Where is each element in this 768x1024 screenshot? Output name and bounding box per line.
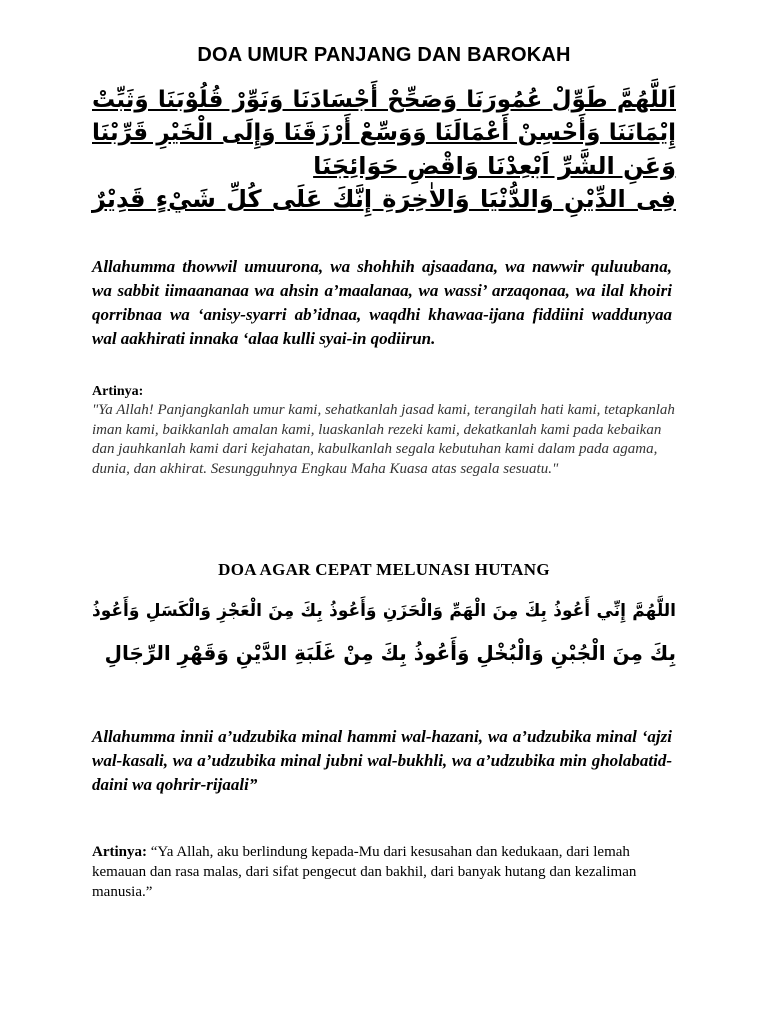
section1-arabic-prayer xyxy=(92,84,676,216)
section1-artinya-label: Artinya: xyxy=(92,384,144,399)
section1-transliteration: Allahumma thowwil umuurona, wa shohhih ajsaadana, wa nawwir quluubana, wa sabbit iimaananaa wa ahsin a’maalanaa, wa wassi’ arzaqonaa, wa ilal khoiri qorribnaa wa ‘anisy-syarri ab’idnaa, waqdhi khawaa-ijana fiddiini waddunyaa wal aakhirati innaka ‘alaa kulli syai-in qodiirun. xyxy=(92,257,672,348)
section2-artinya xyxy=(92,842,682,902)
section1-arabic-line: فِى الدِّيْنِ وَالدُّنْيَا وَالاٰخِرَةِ إِنَّكَ عَلَى كُلِّ شَيْءٍ قَدِيْرٌ xyxy=(92,185,676,213)
section1-artinya-text: "Ya Allah! Panjangkanlah umur kami, sehatkanlah jasad kami, terangilah hati kami, tetapkanlah iman kami, baikkanlah amalan kami, luaskanlah rezeki kami, dekatkanlah kami pada kebaikan dan jauhkanlah kami dari kejahatan, kabulkanlah segala kebutuhan kami dalam pada agama, dunia, dan akhirat. Sesungguhnya Engkau Maha Kuasa atas segala sesuatu." xyxy=(92,402,675,477)
section1-title: DOA UMUR PANJANG DAN BAROKAH xyxy=(197,44,571,66)
section2-title: DOA AGAR CEPAT MELUNASI HUTANG xyxy=(218,560,550,579)
section2-arabic-line: اللَّهُمَّ إِنِّي أَعُوذُ بِكَ مِنَ الْهَمِّ وَالْحَزَنِ وَأَعُوذُ بِكَ مِنَ الْعَجْزِ وَالْكَسَلِ وَأَعُوذُ xyxy=(92,601,676,621)
section2-transliteration: Allahumma innii a’udzubika minal hammi wal-hazani, wa a’udzubika minal ‘ajzi wal-kasali, wa a’udzubika minal jubni wal-bukhli, wa a’udzubika min gholabatid-daini wa qohrir-rijaali” xyxy=(92,727,672,794)
section2-artinya-label: Artinya: xyxy=(92,844,147,860)
section2-arabic-line: بِكَ مِنَ الْجُبْنِ وَالْبُخْلِ وَأَعُوذُ بِكَ مِنْ غَلَبَةِ الدَّيْنِ وَقَهْرِ الرِّجَالِ xyxy=(104,641,676,665)
section2-artinya-text: “Ya Allah, aku berlindung kepada-Mu dari kesusahan dan kedukaan, dari lemah kemauan dan rasa malas, dari sifat pengecut dan bakhil, dari banyak hutang dan kezaliman manusia.” xyxy=(92,844,637,900)
section1-arabic-line: وَعَنِ الشَّرِّ اَبْعِدْنَا وَاقْضِ حَوَائِجَنَا xyxy=(313,152,676,180)
section2-arabic-prayer xyxy=(92,590,676,674)
section1-arabic-line: اَللَّهُمَّ طَوِّلْ عُمُورَنَا وَصَحِّحْ أَجْسَادَنَا وَنَوِّرْ قُلُوْبَنَا وَثَبِّتْ xyxy=(92,87,676,113)
section1-arabic-line: إِيْمَانَنَا وَأَحْسِنْ أَعْمَالَنَا وَوَسِّعْ أَرْزَقَنَا وَإِلَى الْخَيْرِ قَرِّبْنَا xyxy=(92,120,676,146)
